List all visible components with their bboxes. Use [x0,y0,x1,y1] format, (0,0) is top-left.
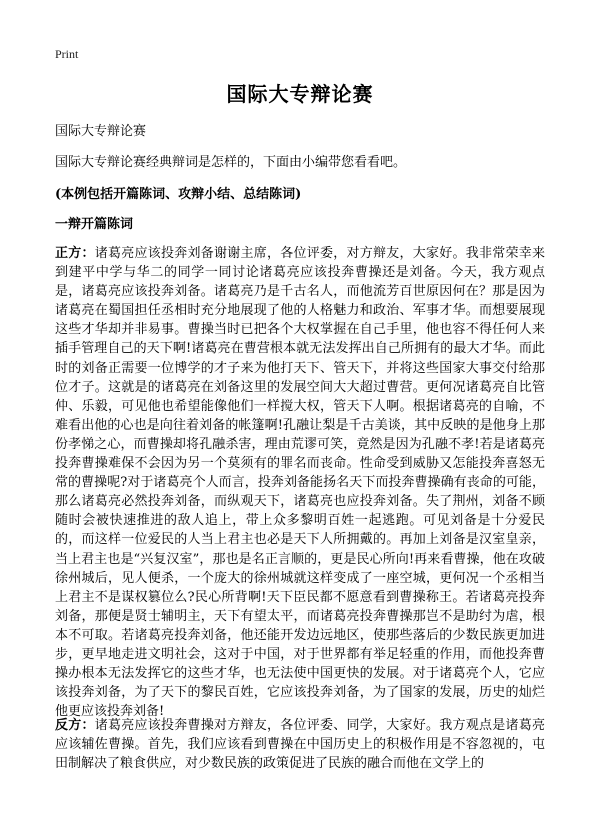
intro-text: 国际大专辩论赛经典辩词是怎样的，下面由小编带您看看吧。 [55,155,407,170]
subtitle: 国际大专辩论赛 [55,124,147,139]
con-label: 反方： [55,718,95,733]
section-heading: 一辩开篇陈词 [55,217,134,232]
pro-label: 正方： [55,246,95,261]
pro-text: 诸葛亮应该投奔刘备谢谢主席，各位评委，对方辩友，大家好。我非常荣幸来到建平中学与华二的同学一同讨论诸葛亮应该投奔曹操还是刘备。今天，我方观点是，诸葛亮应该投奔刘备。诸葛亮乃是千古名人，而他流芳百世原因何在？那是因为诸葛亮在蜀国担任丞相时充分地展现了他的人格魅力和政治、军事才华。而想要展现这些才华却并非易事。曹操当时已把各个大权掌握在自己手里，他也容不得任何人来插手管理自己的天下啊!诸葛亮在曹营根本就无法发挥出自己所拥有的最大才华。而此时的刘备正需要一位博学的才子来为他打天下、管天下，并将这些国家大事交付给那位才子。这就是的诸葛亮在刘备这里的发展空间大大超过曹营。更何况诸葛亮自比管仲、乐毅，可见他也希望能像他们一样搅大权，管天下人啊。根据诸葛亮的自喻，不难看出他的心也是向往着刘备的帐篷啊!孔融让梨是千古美谈，其中反映的是他身上那份孝悌之心，而曹操却将孔融杀害，理由荒谬可笑，竟然是因为孔融不孝!若是诸葛亮投奔曹操难保不会因为另一个莫须有的罪名而丧命。性命受到威胁又怎能投奔喜怒无常的曹操呢?对于诸葛亮个人而言，投奔刘备能扬名天下而投奔曹操确有丧命的可能，那么诸葛亮必然投奔刘备，而纵观天下，诸葛亮也应投奔刘备。失了荆州，刘备不顾随时会被快速推进的敌人追上，带上众多黎明百姓一起逃跑。可见刘备是十分爱民的，而这样一位爱民的人当上君主也必是天下人所拥戴的。再加上刘备是汉室皇亲，当上君主也是“兴复汉室”，那也是名正言顺的，更是民心所向!再来看曹操，他在攻破徐州城后，见人便杀，一个庞大的徐州城就这样变成了一座空城，更何况一个丞相当上君主不是谋权篡位么?民心所背啊!天下臣民都不愿意看到曹操称王。若诸葛亮投奔刘备，那便是贤士辅明主，天下有望太平，而诸葛亮投奔曹操那岂不是助纣为虐，根本不可取。若诸葛亮投奔刘备，他还能开发边远地区，使那些落后的少数民族更加进步，更早地走进文明社会，这对于中国，对于世界都有举足轻重的作用，而他投奔曹操办根本无法发挥它的这些才华，也无法使中国更快的发展。对于诸葛亮个人，它应该投奔刘备，为了天下的黎民百姓，它应该投奔刘备，为了国家的发展，历史的灿烂他更应该投奔刘备! [55,246,545,720]
con-argument [55,716,545,773]
con-text: 诸葛亮应该投奔曹操对方辩友，各位评委、同学，大家好。我方观点是诸葛亮应该辅佐曹操。首先，我们应该看到曹操在中国历史上的积极作用是不容忽视的，屯田制解决了粮食供应，对少数民族的政策促进了民族的融合而他在文学上的 [55,718,545,772]
page-title: 国际大专辩论赛 [226,82,374,106]
scope-note: (本例包括开篇陈词、攻辩小结、总结陈词) [55,187,302,202]
print-label[interactable]: Print [55,47,79,61]
pro-argument [55,244,545,721]
